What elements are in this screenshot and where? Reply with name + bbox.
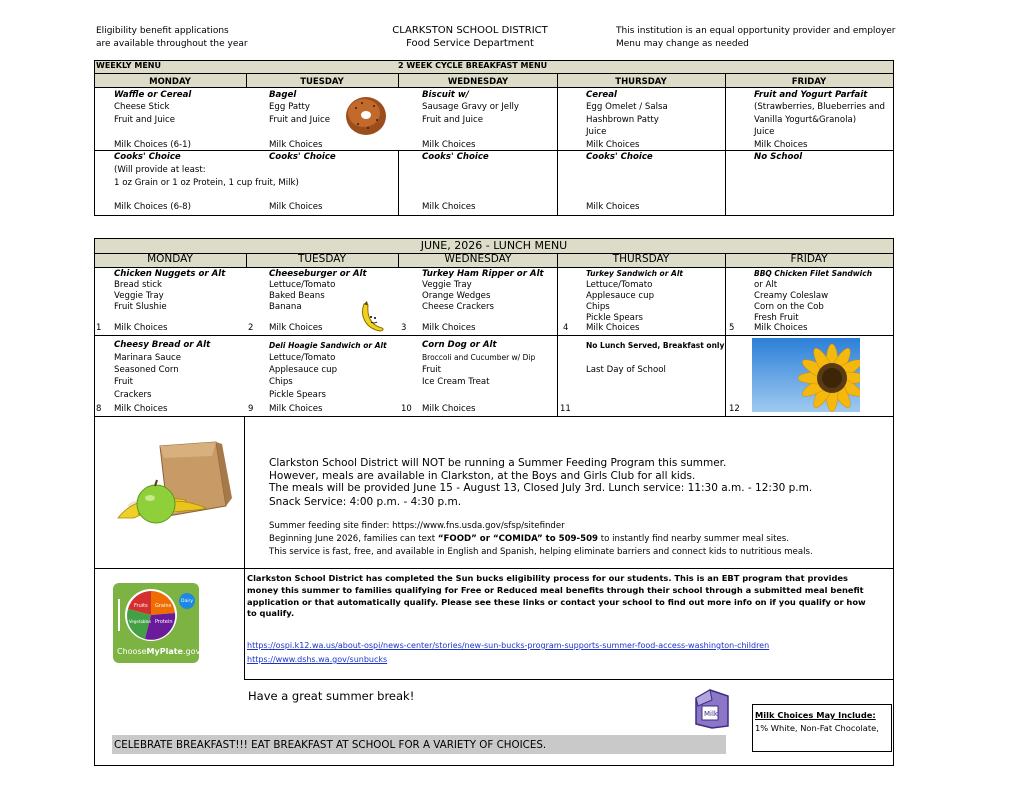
lunch-w1-thu-main: Turkey Sandwich or Alt: [586, 269, 683, 278]
lunch-w2-mon-item: Seasoned Corn: [114, 365, 179, 375]
date-number: 12: [729, 404, 740, 414]
lunch-day-thursday: THURSDAY: [612, 253, 670, 265]
lunch-w2-tue-item: Chips: [269, 377, 293, 387]
myplate-fruits-label: Fruits: [134, 603, 148, 609]
text-for-sites-end: to instantly find nearby summer meal sites.: [598, 534, 789, 544]
bfast-wed-item: Sausage Gravy or Jelly: [422, 102, 519, 112]
bfast-tue-milk: Milk Choices: [269, 140, 323, 150]
myplate-plate-icon: [115, 585, 197, 645]
lunch-w2-wed-item: Ice Cream Treat: [422, 377, 490, 387]
bfast-mon-milk: Milk Choices (6-8): [114, 202, 191, 212]
eligibility-line-2: are available throughout the year: [96, 39, 248, 49]
weekly-menu-label: WEEKLY MENU: [96, 61, 161, 70]
bfast-tue-main: Bagel: [269, 90, 297, 100]
bfast-mon-note: (Will provide at least:: [114, 165, 206, 175]
service-description: This service is fast, free, and available in English and Spanish, helping eliminate barriers and connect kids to nutritious meals.: [269, 547, 813, 557]
lunch-w1-mon-item: Bread stick: [114, 280, 162, 290]
lunch-w2-tue-main: Deli Hoagie Sandwich or Alt: [269, 341, 387, 350]
myplate-gov: .gov: [182, 647, 201, 656]
lunch-w2-tue-item: Lettuce/Tomato: [269, 353, 336, 363]
bfast-fri-milk: Milk Choices: [754, 140, 808, 150]
district-title: [370, 24, 570, 50]
bfast-wed-main: Biscuit w/: [422, 90, 469, 100]
dshs-sunbucks-link[interactable]: https://www.dshs.wa.gov/sunbucks: [247, 655, 388, 664]
lunch-w1-fri-item: Fresh Fruit: [754, 313, 799, 323]
bfast-mon-item: Fruit and Juice: [114, 115, 176, 125]
breakfast-day-friday: FRIDAY: [791, 77, 827, 87]
lunch-w1-mon-main: Chicken Nuggets or Alt: [114, 269, 226, 279]
lunch-w1-tue-milk: Milk Choices: [269, 323, 323, 333]
lunch-w1-wed-item: Veggie Tray: [422, 280, 472, 290]
disclaimer: [616, 25, 896, 51]
lunch-w1-wed-item: Cheese Crackers: [422, 302, 495, 312]
lunch-bag-image: [98, 438, 238, 526]
department-name: Food Service Department: [406, 38, 534, 49]
milk-choices-title: Milk Choices May Include:: [755, 710, 876, 720]
lunch-w1-wed-item: Orange Wedges: [422, 291, 491, 301]
summer-meals-location: However, meals are available in Clarkston, at the Boys and Girls Club for all kids.: [269, 470, 696, 482]
sunbucks-text: money this summer to families qualifying for Free or Reduced meal benefits through their school through a submitted meal benefit: [247, 585, 864, 595]
lunch-w2-wed-milk: Milk Choices: [422, 404, 476, 414]
lunch-w1-fri-item: Corn on the Cob: [754, 302, 824, 312]
milk-carton-icon: [690, 686, 734, 730]
bfast-fri-item: Juice: [754, 127, 775, 137]
lunch-w1-thu-milk: Milk Choices: [586, 323, 640, 333]
date-number: 4: [563, 323, 569, 333]
bfast-tue-item: Egg Patty: [269, 102, 310, 112]
lunch-title: JUNE, 2026 - LUNCH MENU: [420, 239, 568, 252]
bfast-wed-cooks-choice: Cooks' Choice: [422, 152, 489, 162]
lunch-w2-wed-item: Broccoli and Cucumber w/ Dip: [422, 353, 536, 362]
eligibility-line-1: Eligibility benefit applications: [96, 26, 229, 36]
bfast-thu-item: Juice: [586, 127, 607, 137]
lunch-w2-mon-item: Marinara Sauce: [114, 353, 182, 363]
breakfast-cycle-title: 2 WEEK CYCLE BREAKFAST MENU: [398, 61, 548, 70]
celebrate-breakfast-text: CELEBRATE BREAKFAST!!! EAT BREAKFAST AT SCHOOL FOR A VARIETY OF CHOICES.: [114, 739, 547, 751]
summer-meals-dates: The meals will be provided June 15 - August 13, Closed July 3rd. Lunch service: 11:30 a.m. - 12:30 p.m.: [269, 482, 813, 494]
sunbucks-text: Clarkston School District has completed the Sun bucks eligibility process for our students. This is an EBT program that provides: [247, 573, 848, 583]
district-name: CLARKSTON SCHOOL DISTRICT: [392, 25, 548, 36]
lunch-w2-mon-item: Fruit: [114, 377, 134, 387]
date-number: 2: [248, 323, 254, 333]
ospi-sunbucks-link[interactable]: https://ospi.k12.wa.us/about-ospi/news-center/stories/new-sun-bucks-program-supports-summer-food-access-washington-children: [247, 641, 770, 650]
bfast-fri-no-school: No School: [754, 152, 803, 162]
lunch-w2-mon-milk: Milk Choices: [114, 404, 168, 414]
myplate-choose: Choose: [117, 647, 147, 656]
myplate-logo: [113, 583, 199, 663]
bfast-tue-item: Fruit and Juice: [269, 115, 331, 125]
lunch-w1-tue-main: Cheeseburger or Alt: [269, 269, 367, 279]
lunch-day-friday: FRIDAY: [790, 253, 828, 265]
bfast-wed-item: Fruit and Juice: [422, 115, 484, 125]
lunch-w1-thu-item: Lettuce/Tomato: [586, 280, 653, 290]
banana-icon: [358, 300, 386, 334]
date-number: 1: [96, 323, 102, 333]
bfast-thu-main: Cereal: [586, 90, 617, 100]
myplate-protein-label: Protein: [155, 619, 173, 625]
date-number: 11: [560, 404, 571, 414]
sunbucks-text: application or that automatically qualify. Please see these links or contact your school to find out more info on if you qualify or how: [247, 597, 866, 607]
bfast-thu-cooks-choice: Cooks' Choice: [586, 152, 653, 162]
lunch-w1-thu-item: Pickle Spears: [586, 313, 643, 323]
lunch-w1-fri-milk: Milk Choices: [754, 323, 808, 333]
myplate-wordmark: [117, 647, 200, 656]
milk-choices-items: 1% White, Non-Fat Chocolate,: [755, 723, 879, 733]
lunch-w1-tue-item: Banana: [269, 302, 302, 312]
lunch-w1-thu-item: Applesauce cup: [586, 291, 655, 301]
lunch-w1-mon-milk: Milk Choices: [114, 323, 168, 333]
bagel-icon: [344, 94, 388, 138]
bfast-wed-milk: Milk Choices: [422, 140, 476, 150]
lunch-w1-tue-item: Lettuce/Tomato: [269, 280, 336, 290]
lunch-w2-thu-notice: No Lunch Served, Breakfast only: [586, 341, 725, 350]
myplate-brand: MyPlate: [146, 647, 183, 656]
sunflower-image: [752, 338, 860, 412]
bfast-thu-milk: Milk Choices: [586, 140, 640, 150]
lunch-day-tuesday: TUESDAY: [297, 253, 347, 265]
lunch-w2-mon-item: Crackers: [114, 390, 152, 400]
bfast-mon-main: Waffle or Cereal: [114, 90, 192, 100]
lunch-w1-wed-main: Turkey Ham Ripper or Alt: [422, 269, 544, 279]
myplate-vegetables-label: Vegetables: [129, 619, 152, 624]
breakfast-day-thursday: THURSDAY: [615, 77, 667, 87]
disclaimer-line-2: Menu may change as needed: [616, 39, 749, 49]
summer-farewell: Have a great summer break!: [248, 689, 415, 703]
lunch-w1-fri-item: or Alt: [754, 280, 778, 290]
lunch-w1-mon-item: Veggie Tray: [114, 291, 164, 301]
bfast-thu-milk: Milk Choices: [586, 202, 640, 212]
lunch-w1-thu-item: Chips: [586, 302, 610, 312]
snack-service-time: Snack Service: 4:00 p.m. - 4:30 p.m.: [269, 496, 462, 508]
breakfast-day-monday: MONDAY: [149, 77, 191, 87]
lunch-w1-fri-main: BBQ Chicken Filet Sandwich: [754, 269, 873, 278]
site-finder: Summer feeding site finder: https://www.fns.usda.gov/sfsp/sitefinder: [269, 521, 565, 531]
lunch-w2-wed-main: Corn Dog or Alt: [422, 340, 497, 350]
lunch-day-monday: MONDAY: [147, 253, 193, 265]
lunch-w1-tue-item: Baked Beans: [269, 291, 325, 301]
bfast-fri-item: Vanilla Yogurt&Granola): [754, 115, 857, 125]
bfast-thu-item: Hashbrown Patty: [586, 115, 659, 125]
myplate-dairy-label: Dairy: [181, 599, 193, 604]
lunch-w2-tue-milk: Milk Choices: [269, 404, 323, 414]
lunch-w2-wed-item: Fruit: [422, 365, 442, 375]
summer-program-notice: Clarkston School District will NOT be running a Summer Feeding Program this summer.: [269, 457, 727, 469]
sunbucks-text: to qualify.: [247, 608, 295, 618]
last-day-of-school: Last Day of School: [586, 365, 666, 375]
date-number: 9: [248, 404, 254, 414]
lunch-day-wednesday: WEDNESDAY: [444, 253, 512, 265]
bfast-fri-main: Fruit and Yogurt Parfait: [754, 90, 868, 100]
bfast-mon-item: Cheese Stick: [114, 102, 170, 112]
bfast-mon-cooks-choice: Cooks' Choice: [114, 152, 181, 162]
date-number: 10: [401, 404, 412, 414]
milk-carton-label: Milk: [704, 710, 718, 718]
bfast-tue-milk: Milk Choices: [269, 202, 323, 212]
text-keywords: “FOOD” or “COMIDA” to 509-509: [437, 534, 599, 544]
breakfast-day-wednesday: WEDNESDAY: [447, 77, 509, 87]
lunch-w1-fri-item: Creamy Coleslaw: [754, 291, 829, 301]
bfast-fri-item: (Strawberries, Blueberries and: [754, 102, 886, 112]
bfast-wed-milk: Milk Choices: [422, 202, 476, 212]
disclaimer-line-1: This institution is an equal opportunity provider and employer: [616, 26, 896, 36]
date-number: 3: [401, 323, 407, 333]
myplate-grains-label: Grains: [155, 603, 172, 609]
date-number: 5: [729, 323, 735, 333]
text-for-sites-start: Beginning June 2026, families can text: [269, 534, 438, 544]
lunch-w2-tue-item: Pickle Spears: [269, 390, 326, 400]
breakfast-day-tuesday: TUESDAY: [300, 77, 344, 87]
bfast-mon-note: 1 oz Grain or 1 oz Protein, 1 cup fruit, Milk): [114, 178, 299, 188]
bfast-thu-item: Egg Omelet / Salsa: [586, 102, 668, 112]
lunch-w2-tue-item: Applesauce cup: [269, 365, 338, 375]
lunch-w1-wed-milk: Milk Choices: [422, 323, 476, 333]
bfast-mon-milk: Milk Choices (6-1): [114, 140, 191, 150]
date-number: 8: [96, 404, 102, 414]
lunch-w1-mon-item: Fruit Slushie: [114, 302, 167, 312]
text-for-sites: [269, 533, 789, 545]
bfast-tue-cooks-choice: Cooks' Choice: [269, 152, 336, 162]
lunch-w2-mon-main: Cheesy Bread or Alt: [114, 340, 211, 350]
eligibility-note: [96, 25, 248, 51]
